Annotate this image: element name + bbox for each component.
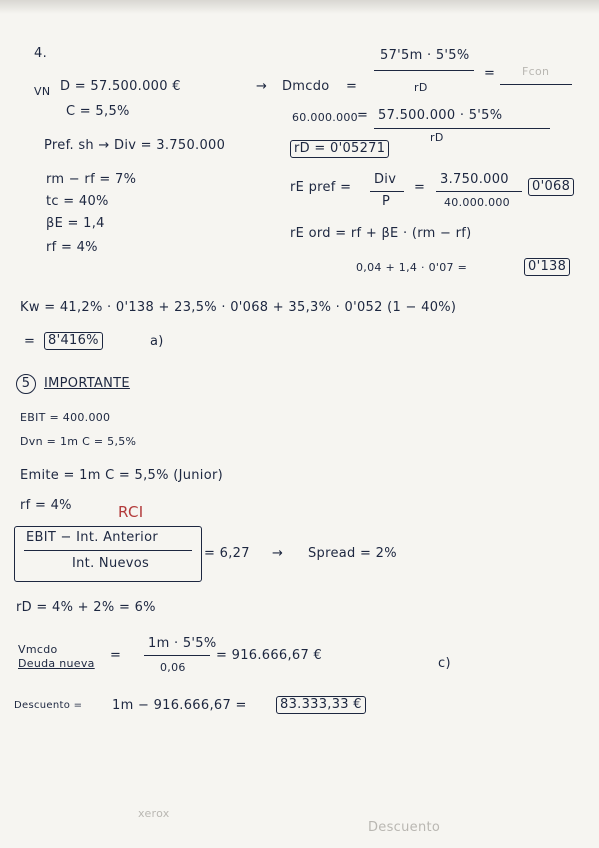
div-over-p-numerator: Div (374, 172, 397, 187)
answer-tag-a: a) (150, 334, 164, 349)
tax-rate: tc = 40% (46, 194, 109, 209)
risk-free-rate: rf = 4% (46, 240, 98, 255)
market-premium: rm − rf = 7% (46, 172, 137, 187)
re-pref-numerator: 3.750.000 (440, 172, 509, 187)
bleed-through-text: Descuento (368, 820, 441, 835)
dmcdo-label: Dmcdo (282, 79, 330, 94)
equals-sign: = (484, 66, 496, 81)
debt-value: D = 57.500.000 € (60, 79, 181, 94)
spread-value: Spread = 2% (308, 546, 397, 561)
coupon-rate: C = 5,5% (66, 104, 130, 119)
important-heading: IMPORTANTE (44, 376, 130, 391)
vmcdo-result: = 916.666,67 € (216, 648, 323, 663)
new-issue: Emite = 1m C = 5,5% (Junior) (20, 468, 223, 483)
div-over-p-denominator: P (382, 194, 391, 209)
answer-tag-c: c) (438, 656, 451, 671)
fraction-line (374, 128, 550, 129)
market-value-denominator: rD (430, 131, 444, 144)
bleed-through-text: xerox (138, 807, 170, 820)
rd-result-box: rD = 0'05271 (290, 140, 389, 158)
scanned-page-edge (0, 0, 599, 14)
problem-number: 4. (34, 46, 48, 61)
re-pref-label: rE pref = (290, 180, 352, 195)
arrow-icon: → (256, 79, 268, 94)
arrow-icon: → (272, 546, 284, 561)
vmcdo-numerator: 1m · 5'5% (148, 636, 217, 651)
dmcdo-numerator: 57'5m · 5'5% (380, 48, 470, 63)
fraction-line (24, 550, 192, 551)
wacc-formula: Kw = 41,2% · 0'138 + 23,5% · 0'068 + 35,3% · 0'052 (1 − 40%) (20, 300, 457, 315)
capm-calculation: 0,04 + 1,4 · 0'07 = (356, 261, 468, 274)
preferred-dividend: Pref. sh → Div = 3.750.000 (44, 138, 226, 153)
market-value-numerator: 57.500.000 · 5'5% (378, 108, 503, 123)
fraction-line (374, 70, 474, 71)
bleed-through-text: Fcon (522, 65, 550, 78)
re-ord-result-box: 0'138 (524, 258, 570, 276)
discount-result-box: 83.333,33 € (276, 696, 366, 714)
vmcdo-label: Vmcdo (18, 643, 58, 656)
equals-sign: = (24, 334, 36, 349)
re-pref-denominator: 40.000.000 (444, 196, 510, 209)
equals-sign: = (346, 79, 358, 94)
rci-label: RCI (118, 503, 144, 521)
equals-sign: = (357, 108, 369, 123)
risk-free-rate: rf = 4% (20, 498, 72, 513)
underline-rule (500, 84, 572, 85)
coverage-denominator: Int. Nuevos (72, 556, 150, 571)
capm-formula: rE ord = rf + βE · (rm − rf) (290, 226, 472, 241)
market-value-60m: 60.000.000 (292, 111, 358, 124)
vn-label: VN (34, 85, 51, 98)
new-debt-label: Deuda nueva (18, 657, 95, 670)
fraction-line (436, 191, 522, 192)
equity-beta: βE = 1,4 (46, 216, 105, 231)
fraction-line (144, 655, 210, 656)
problem-number-circled: 5 (16, 374, 36, 394)
equals-sign: = (414, 180, 426, 195)
discount-label: Descuento = (14, 700, 83, 711)
equals-sign: = (110, 648, 122, 663)
existing-debt: Dvn = 1m C = 5,5% (20, 435, 137, 448)
coverage-result: = 6,27 (204, 546, 250, 561)
dmcdo-denominator: rD (414, 81, 428, 94)
coverage-numerator: EBIT − Int. Anterior (26, 530, 158, 545)
cost-of-new-debt: rD = 4% + 2% = 6% (16, 600, 156, 615)
ebit-value: EBIT = 400.000 (20, 411, 111, 424)
re-pref-result-box: 0'068 (528, 178, 574, 196)
vmcdo-denominator: 0,06 (160, 661, 186, 674)
discount-calculation: 1m − 916.666,67 = (112, 698, 247, 713)
wacc-result-box: 8'416% (44, 332, 103, 350)
fraction-line (370, 191, 404, 192)
